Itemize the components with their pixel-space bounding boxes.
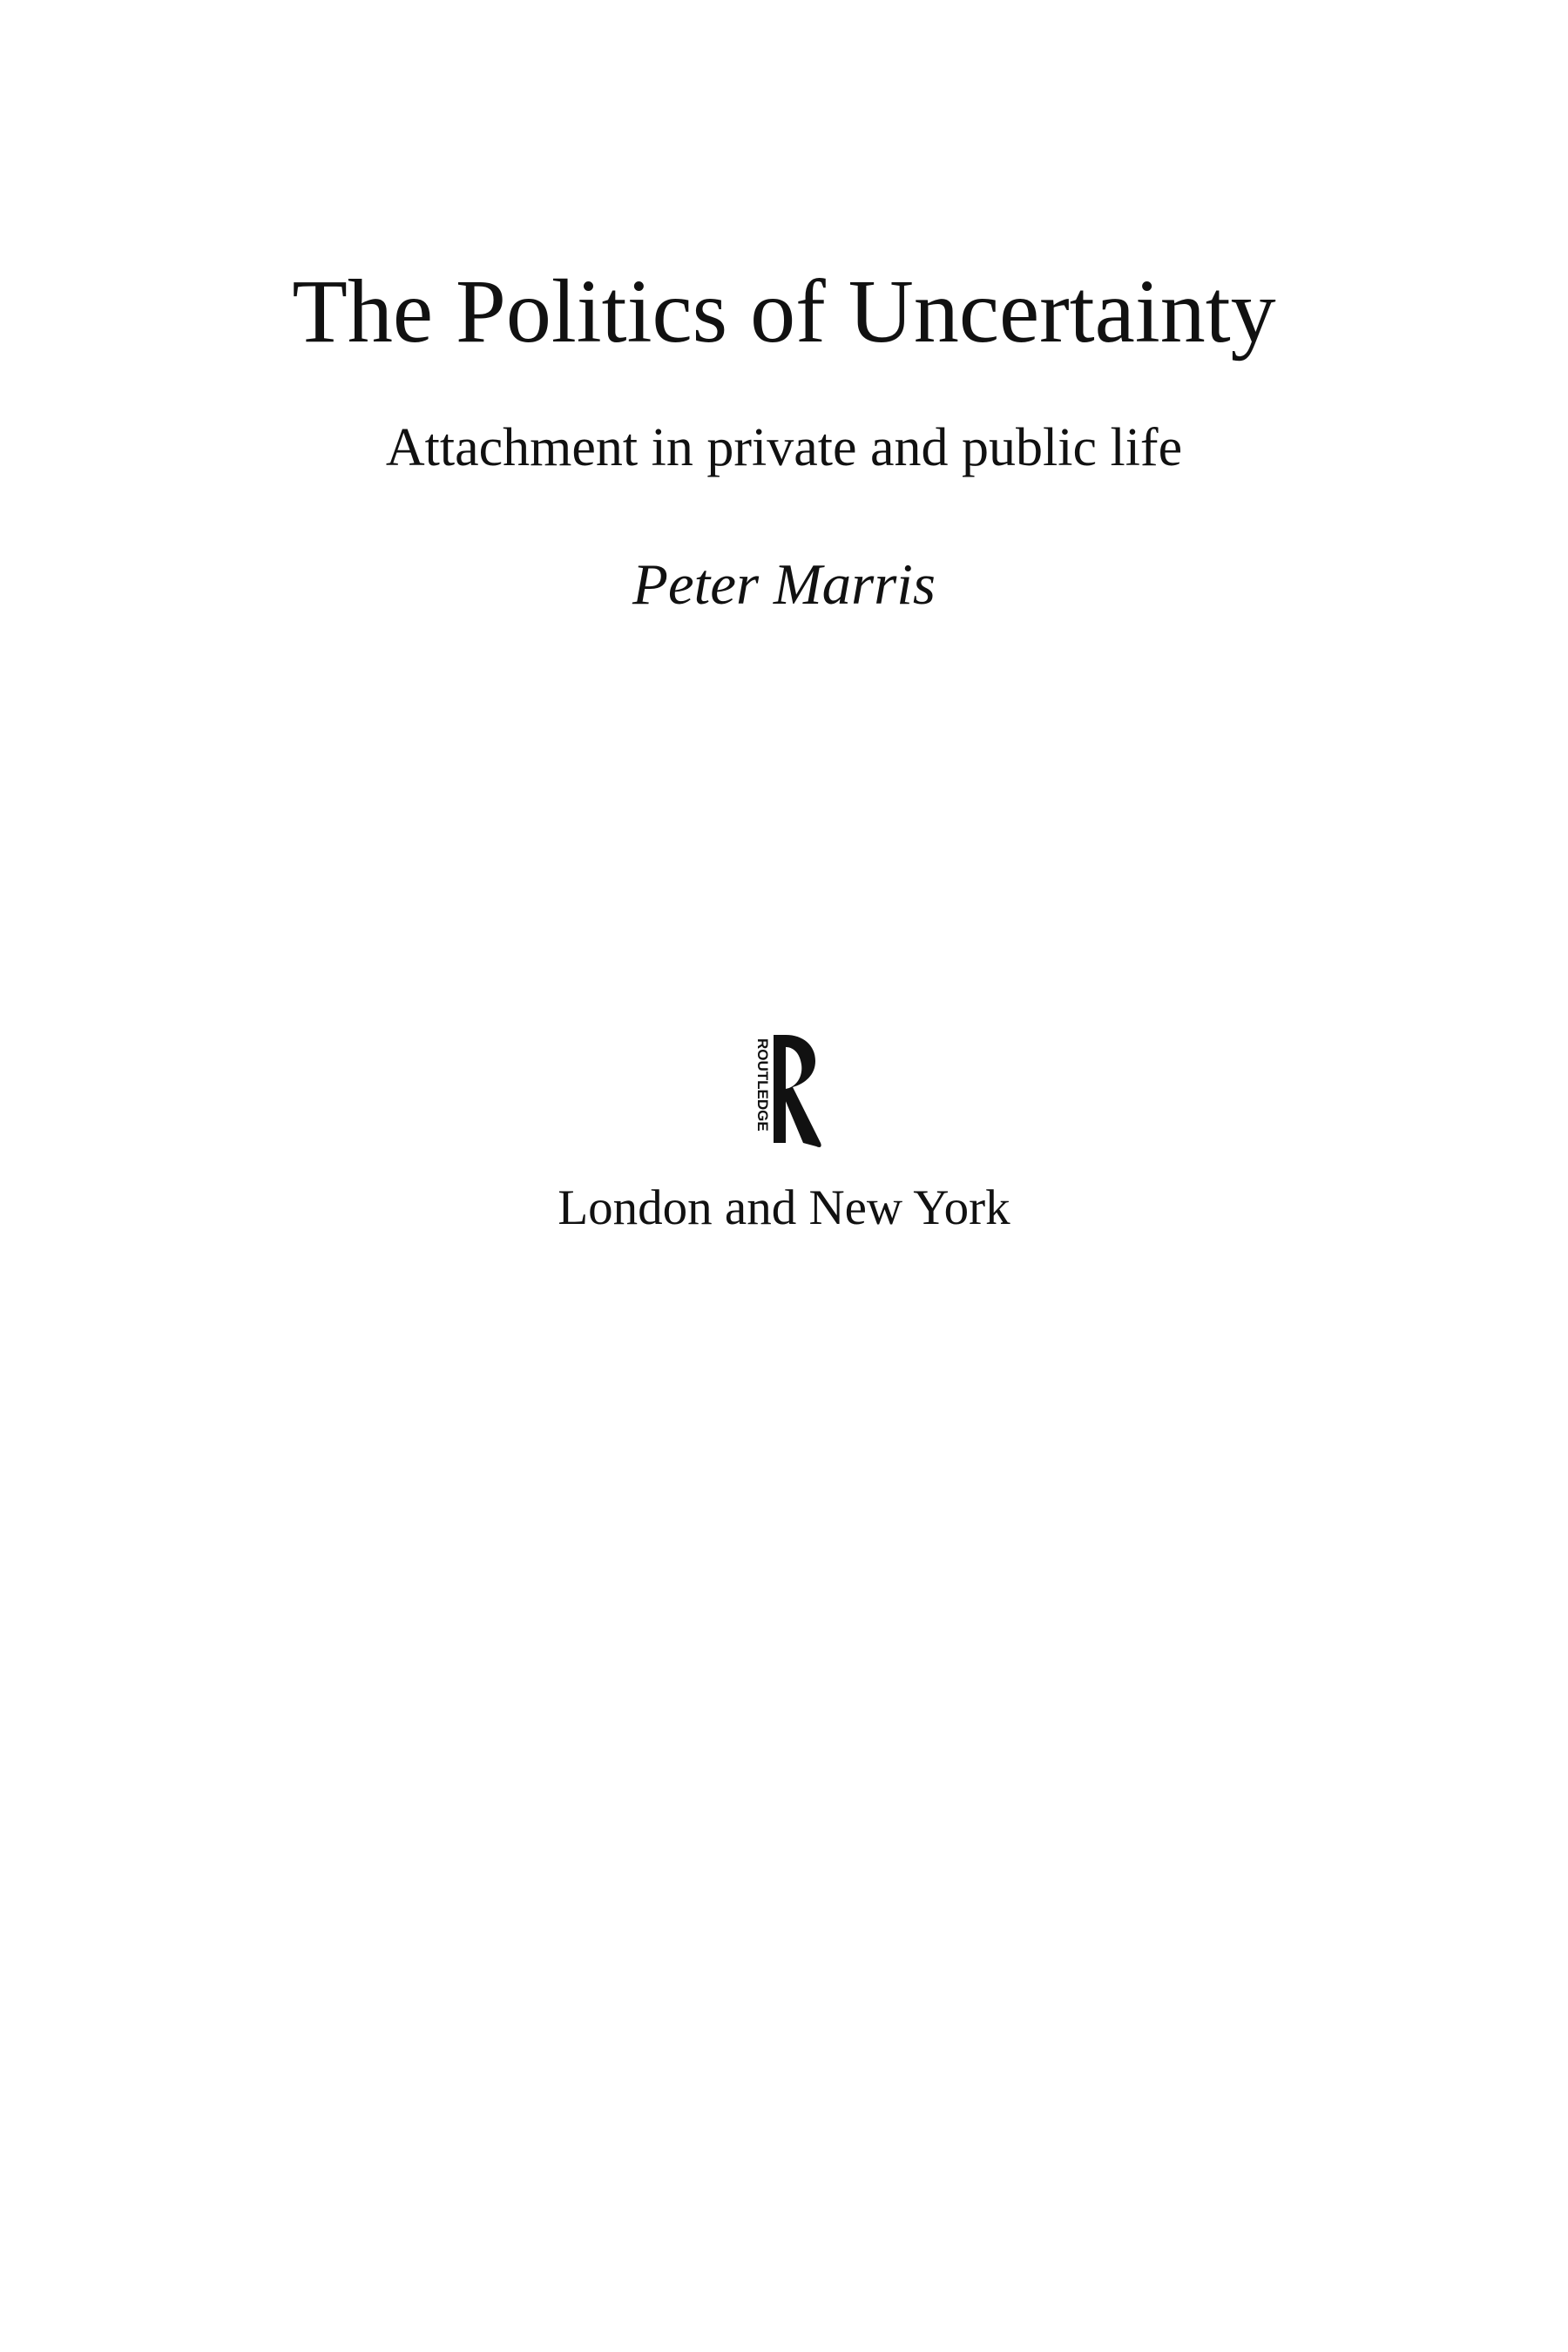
logo-wordmark: ROUTLEDGE <box>754 1038 771 1132</box>
routledge-logo-icon <box>735 1031 833 1153</box>
book-subtitle: Attachment in private and public life <box>385 418 1183 477</box>
book-title: The Politics of Uncertainty <box>292 261 1276 362</box>
publisher-place: London and New York <box>558 1180 1010 1235</box>
book-author: Peter Marris <box>632 552 936 617</box>
logo-r-shape <box>774 1035 821 1147</box>
